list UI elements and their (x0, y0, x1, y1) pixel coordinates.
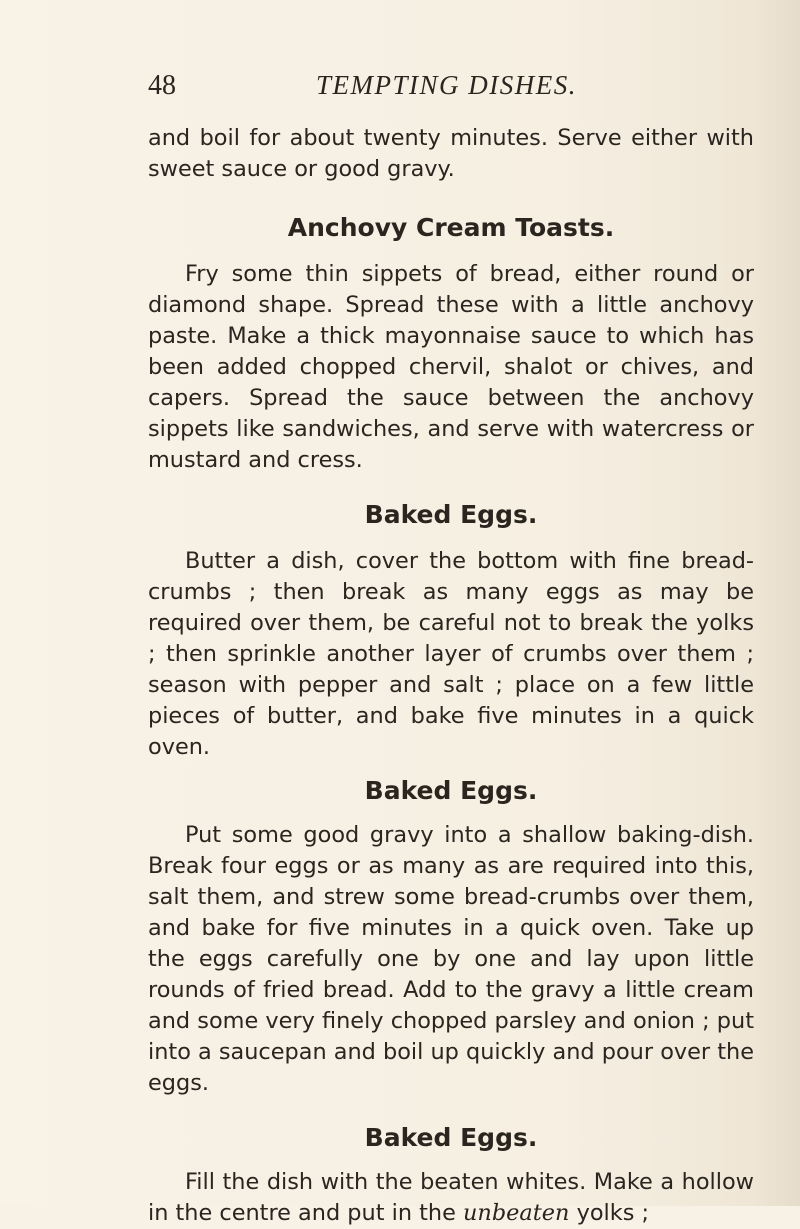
recipe-title: Baked Eggs. (364, 500, 538, 529)
continued-paragraph: and boil for about twenty minutes. Serve either with sweet sauce or good gravy. (148, 125, 754, 182)
recipe-text: Fry some thin sippets of bread, either round or diamond shape. Spread these with a little anchovy paste. Make a thick mayonnaise sauce to which has been added chopped chervil, shalot or chives, and capers. Spread the sauce between the anchovy sippets like sandwiches, and serve with watercress or mustard and cress. (148, 261, 754, 473)
recipe-text-end: yolks ; (569, 1200, 650, 1226)
recipe-text (148, 1167, 754, 1229)
running-head: TEMPTING DISHES. (316, 70, 577, 100)
recipe-title: Baked Eggs. (364, 776, 538, 805)
recipe-title: Baked Eggs. (364, 1123, 538, 1152)
recipe-text: Put some good gravy into a shallow baking-dish. Break four eggs or as many as are required into this, salt them, and strew some bread-crumbs over them, and bake for five minutes in a quick oven. Take up the eggs carefully one by one and lay upon little rounds of fried bread. Add to the gravy a little cream and some very finely chopped parsley and onion ; put into a saucepan and boil up quickly and pour over the eggs. (148, 822, 754, 1096)
recipe-title: Anchovy Cream Toasts. (287, 213, 615, 242)
recipe-text-start: Fill the dish with the beaten whites. Make a hollow in the centre and put in the (148, 1169, 754, 1226)
recipe-text: Butter a dish, cover the bottom with fine bread-crumbs ; then break as many eggs as may be required over them, be careful not to break the yolks ; then sprinkle another layer of crumbs over them ; season with pepper and salt ; place on a few little pieces of butter, and bake five minutes in a quick oven. (148, 548, 754, 760)
page-number: 48 (148, 70, 176, 101)
italic-word: unbeaten (463, 1200, 570, 1226)
page-header (148, 70, 748, 110)
page-body (148, 123, 754, 1229)
